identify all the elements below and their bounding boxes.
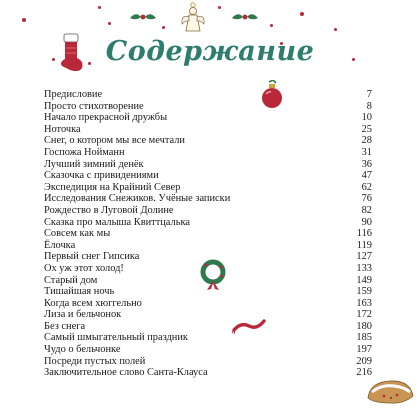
toc-page-number: 8 bbox=[366, 100, 372, 112]
toc-entry bbox=[44, 101, 372, 113]
toc-page-number: 133 bbox=[356, 262, 372, 274]
toc-entry bbox=[44, 135, 372, 147]
toc-entry-title: Без снега bbox=[44, 320, 86, 332]
toc-entry bbox=[44, 228, 372, 240]
toc-entry bbox=[44, 275, 372, 287]
toc-entry bbox=[44, 217, 372, 229]
toc-page-number: 185 bbox=[356, 332, 372, 344]
toc-entry bbox=[44, 367, 372, 379]
toc-page-number: 216 bbox=[356, 367, 372, 379]
toc-page-number: 149 bbox=[356, 274, 372, 286]
toc-page-number: 76 bbox=[361, 193, 372, 205]
toc-page-number: 28 bbox=[361, 135, 372, 147]
toc-page-number: 127 bbox=[356, 251, 372, 263]
toc-entry-title: Заключительное слово Санта-Клауса bbox=[44, 367, 208, 379]
toc-entry-title: Чудо о бельчонке bbox=[44, 344, 121, 356]
snow-dot bbox=[108, 22, 111, 25]
toc-entry-title: Рождество в Луговой Долине bbox=[44, 204, 174, 216]
toc-entry bbox=[44, 344, 372, 356]
toc-page-number: 31 bbox=[361, 146, 372, 158]
toc-entry-title: Ох уж этот холод! bbox=[44, 262, 124, 274]
snow-dot bbox=[334, 28, 337, 31]
toc-entry bbox=[44, 170, 372, 182]
toc-page-number: 209 bbox=[356, 355, 372, 367]
snow-dot bbox=[162, 26, 165, 29]
toc-page-number: 159 bbox=[356, 286, 372, 298]
toc-page-number: 10 bbox=[361, 112, 372, 124]
toc-entry bbox=[44, 263, 372, 275]
toc-entry bbox=[44, 205, 372, 217]
toc-page-number: 7 bbox=[366, 89, 372, 100]
toc-entry-title: Госпожа Нойманн bbox=[44, 146, 125, 158]
table-of-contents bbox=[44, 89, 372, 379]
toc-entry-title: Старый дом bbox=[44, 274, 98, 286]
snow-dot bbox=[98, 6, 101, 9]
toc-entry bbox=[44, 251, 372, 263]
toc-entry-title: Предисловие bbox=[44, 89, 103, 100]
toc-entry-title: Снег, о котором мы все мечтали bbox=[44, 135, 185, 147]
toc-entry-title: Сказка про малыша Квиттцалька bbox=[44, 216, 190, 228]
toc-entry bbox=[44, 356, 372, 368]
toc-entry bbox=[44, 286, 372, 298]
toc-page-number: 90 bbox=[361, 216, 372, 228]
toc-entry-title: Просто стихотворение bbox=[44, 100, 144, 112]
toc-entry bbox=[44, 182, 372, 194]
toc-page-number: 25 bbox=[361, 123, 372, 135]
toc-entry bbox=[44, 124, 372, 136]
holly-icon bbox=[128, 10, 158, 24]
toc-entry-title: Тишайшая ночь bbox=[44, 286, 115, 298]
toc-entry-title: Лиза и бельчонок bbox=[44, 309, 122, 321]
stollen-icon bbox=[364, 376, 416, 406]
toc-entry bbox=[44, 89, 372, 101]
toc-entry-title: Совсем как мы bbox=[44, 228, 111, 240]
toc-entry-title: Экспедиция на Крайний Север bbox=[44, 181, 181, 193]
holly-icon bbox=[230, 10, 260, 24]
toc-page-number: 82 bbox=[361, 204, 372, 216]
toc-entry bbox=[44, 298, 372, 310]
angel-icon bbox=[180, 2, 206, 34]
toc-entry bbox=[44, 240, 372, 252]
toc-page-number: 47 bbox=[361, 170, 372, 182]
toc-entry-title: Начало прекрасной дружбы bbox=[44, 112, 168, 124]
toc-entry bbox=[44, 193, 372, 205]
toc-page-number: 62 bbox=[361, 181, 372, 193]
page-title: Содержание bbox=[105, 36, 315, 67]
toc-page-number: 36 bbox=[361, 158, 372, 170]
snow-dot bbox=[270, 24, 273, 27]
toc-page-number: 197 bbox=[356, 344, 372, 356]
snow-dot bbox=[22, 18, 26, 22]
toc-entry-title: Самый шмыгательный праздник bbox=[44, 332, 188, 344]
toc-entry-title: Сказочка с привидениями bbox=[44, 170, 159, 182]
snow-dot bbox=[300, 12, 304, 16]
toc-entry bbox=[44, 309, 372, 321]
toc-entry bbox=[44, 147, 372, 159]
toc-entry-title: Исследования Снежиков. Учёные записки bbox=[44, 193, 231, 205]
toc-page-number: 180 bbox=[356, 320, 372, 332]
toc-entry bbox=[44, 332, 372, 344]
snow-dot bbox=[218, 6, 221, 9]
toc-entry-title: Посреди пустых полей bbox=[44, 355, 146, 367]
toc-page-number: 163 bbox=[356, 297, 372, 309]
toc-entry-title: Когда всем хюггельно bbox=[44, 297, 142, 309]
toc-entry-title: Лучший зимний денёк bbox=[44, 158, 144, 170]
toc-entry-title: Ёлочка bbox=[44, 239, 76, 251]
toc-page-number: 119 bbox=[356, 239, 372, 251]
toc-entry-title: Первый снег Гипсика bbox=[44, 251, 140, 263]
toc-entry-title: Ноточка bbox=[44, 123, 81, 135]
toc-entry bbox=[44, 112, 372, 124]
toc-entry bbox=[44, 321, 372, 333]
toc-page-number: 172 bbox=[356, 309, 372, 321]
toc-page-number: 116 bbox=[356, 228, 372, 240]
toc-entry bbox=[44, 159, 372, 171]
